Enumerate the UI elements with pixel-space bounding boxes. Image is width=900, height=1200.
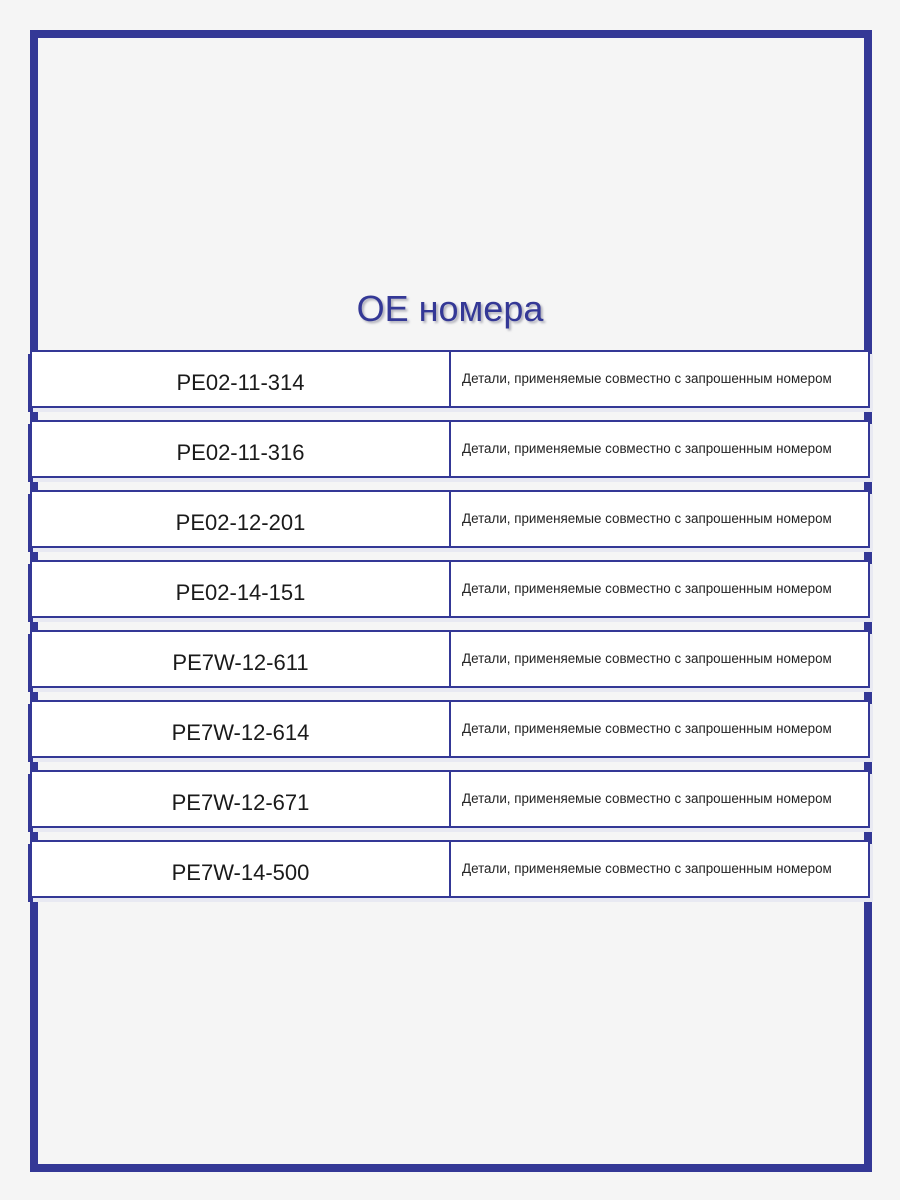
oe-description: Детали, применяемые совместно с запрошенным номером <box>449 560 870 618</box>
oe-description: Детали, применяемые совместно с запрошенным номером <box>449 770 870 828</box>
oe-number[interactable]: PE7W-14-500 <box>30 840 449 898</box>
oe-number[interactable]: PE02-12-201 <box>30 490 449 548</box>
oe-number[interactable]: PE7W-12-611 <box>30 630 449 688</box>
oe-row[interactable] <box>30 490 870 548</box>
oe-number[interactable]: PE7W-12-614 <box>30 700 449 758</box>
oe-row[interactable] <box>30 770 870 828</box>
oe-description: Детали, применяемые совместно с запрошенным номером <box>449 630 870 688</box>
oe-row[interactable] <box>30 420 870 478</box>
oe-row[interactable] <box>30 840 870 898</box>
oe-number[interactable]: PE02-11-314 <box>30 350 449 408</box>
oe-row[interactable] <box>30 630 870 688</box>
oe-description: Детали, применяемые совместно с запрошенным номером <box>449 700 870 758</box>
page-title: OE номера <box>356 288 544 329</box>
oe-number-list <box>30 350 870 910</box>
oe-number[interactable]: PE7W-12-671 <box>30 770 449 828</box>
oe-number[interactable]: PE02-11-316 <box>30 420 449 478</box>
oe-description: Детали, применяемые совместно с запрошенным номером <box>449 350 870 408</box>
oe-number[interactable]: PE02-14-151 <box>30 560 449 618</box>
oe-row[interactable] <box>30 700 870 758</box>
oe-row[interactable] <box>30 560 870 618</box>
oe-row[interactable] <box>30 350 870 408</box>
oe-description: Детали, применяемые совместно с запрошенным номером <box>449 420 870 478</box>
oe-description: Детали, применяемые совместно с запрошенным номером <box>449 840 870 898</box>
oe-description: Детали, применяемые совместно с запрошенным номером <box>449 490 870 548</box>
